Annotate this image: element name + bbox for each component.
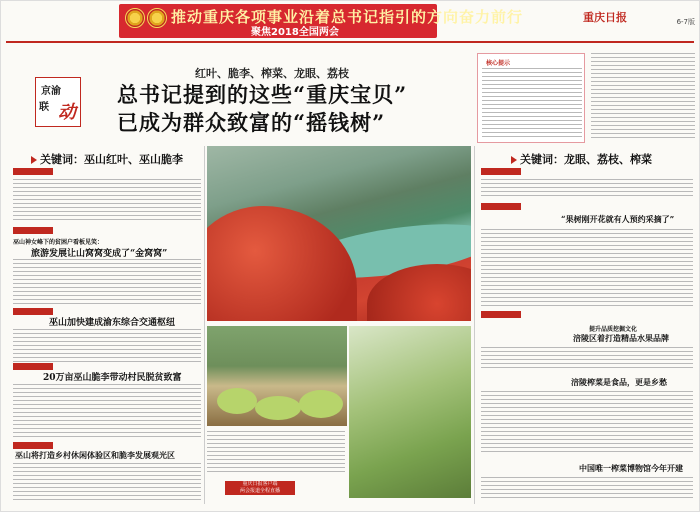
stamp-line2: 联 bbox=[39, 102, 49, 113]
left-body-2 bbox=[13, 259, 201, 309]
stamp-line1: 京渝 bbox=[41, 86, 61, 97]
right-story1-title: “果树刚开花就有人预约采摘了” bbox=[561, 214, 675, 224]
top-banner bbox=[119, 4, 524, 38]
left-story3-title: 20万亩巫山脆李带动村民脱贫致富 bbox=[43, 373, 182, 383]
right-body-1 bbox=[481, 179, 693, 201]
left-story2-title: 巫山加快建成渝东综合交通枢纽 bbox=[49, 318, 176, 328]
mustard-harvest-photo bbox=[349, 326, 471, 498]
left-body-1 bbox=[13, 179, 201, 225]
left-tag-5 bbox=[13, 442, 53, 449]
national-emblem-icon bbox=[125, 8, 145, 28]
right-body-2 bbox=[481, 229, 693, 309]
center-body bbox=[207, 431, 345, 477]
left-tag-2 bbox=[13, 227, 53, 234]
plum-harvest-photo bbox=[207, 326, 347, 426]
newspaper-logo: 重庆日报 bbox=[583, 11, 627, 24]
right-keyword: 关键词：龙眼、荔枝、榨菜 bbox=[511, 151, 652, 167]
right-body-5 bbox=[481, 477, 693, 503]
right-column-divider bbox=[474, 146, 475, 504]
left-tag-1 bbox=[13, 168, 53, 175]
headline-line2: 已成为群众致富的“摇钱树” bbox=[117, 110, 386, 135]
left-story1-title: 旅游发展让山窝窝变成了“金窝窝” bbox=[31, 249, 168, 259]
right-tag-2 bbox=[481, 203, 521, 210]
left-keyword: 关键词：巫山红叶、巫山脆李 bbox=[31, 151, 183, 167]
box-label: 核心提示 bbox=[486, 60, 511, 67]
ad-line1: 重庆日报客户端 bbox=[242, 481, 278, 487]
right-intro-body bbox=[591, 53, 695, 143]
app-promo-badge bbox=[225, 481, 295, 495]
ad-line2: 两会报道全程直播 bbox=[239, 488, 280, 494]
right-tag-1 bbox=[481, 168, 521, 175]
page-number: 6-7版 bbox=[676, 18, 695, 26]
right-body-3 bbox=[481, 347, 693, 371]
right-story2-intro: 提升品质挖掘文化 bbox=[589, 326, 638, 333]
banner-slogan: 推动重庆各项事业沿着总书记指引的方向奋力前行 bbox=[171, 8, 524, 26]
right-body-4 bbox=[481, 391, 693, 455]
right-tag-3 bbox=[481, 311, 521, 318]
masthead bbox=[583, 7, 695, 33]
left-body-5 bbox=[13, 463, 201, 503]
left-column-divider bbox=[204, 146, 205, 504]
party-emblem-icon bbox=[147, 8, 167, 28]
right-story4-title: 中国唯一榨菜博物馆今年开建 bbox=[579, 463, 683, 473]
stamp-char: 动 bbox=[58, 102, 76, 123]
banner-subtitle: 聚焦2018全国两会 bbox=[251, 27, 339, 38]
red-leaves-river-photo bbox=[207, 146, 471, 321]
left-tag-4 bbox=[13, 363, 53, 370]
left-story4-title: 巫山将打造乡村休闲体验区和脆李发展观光区 bbox=[15, 450, 175, 460]
left-story1-intro: 巫山神女峰下的贫困户看板见笑： bbox=[13, 239, 104, 246]
headline-line1: 总书记提到的这些“重庆宝贝” bbox=[117, 82, 408, 107]
left-body-3 bbox=[13, 329, 201, 365]
right-story2-title: 涪陵区着打造精品水果品牌 bbox=[573, 333, 669, 343]
right-story3-title: 涪陵榨菜是食品，更是乡愁 bbox=[571, 377, 667, 387]
top-rule bbox=[6, 41, 694, 43]
left-tag-3 bbox=[13, 308, 53, 315]
headline-kicker: 红叶、脆李、榨菜、龙眼、荔枝 bbox=[195, 67, 349, 80]
key-points-box bbox=[477, 53, 585, 143]
left-body-4 bbox=[13, 384, 201, 440]
section-stamp bbox=[35, 77, 81, 127]
